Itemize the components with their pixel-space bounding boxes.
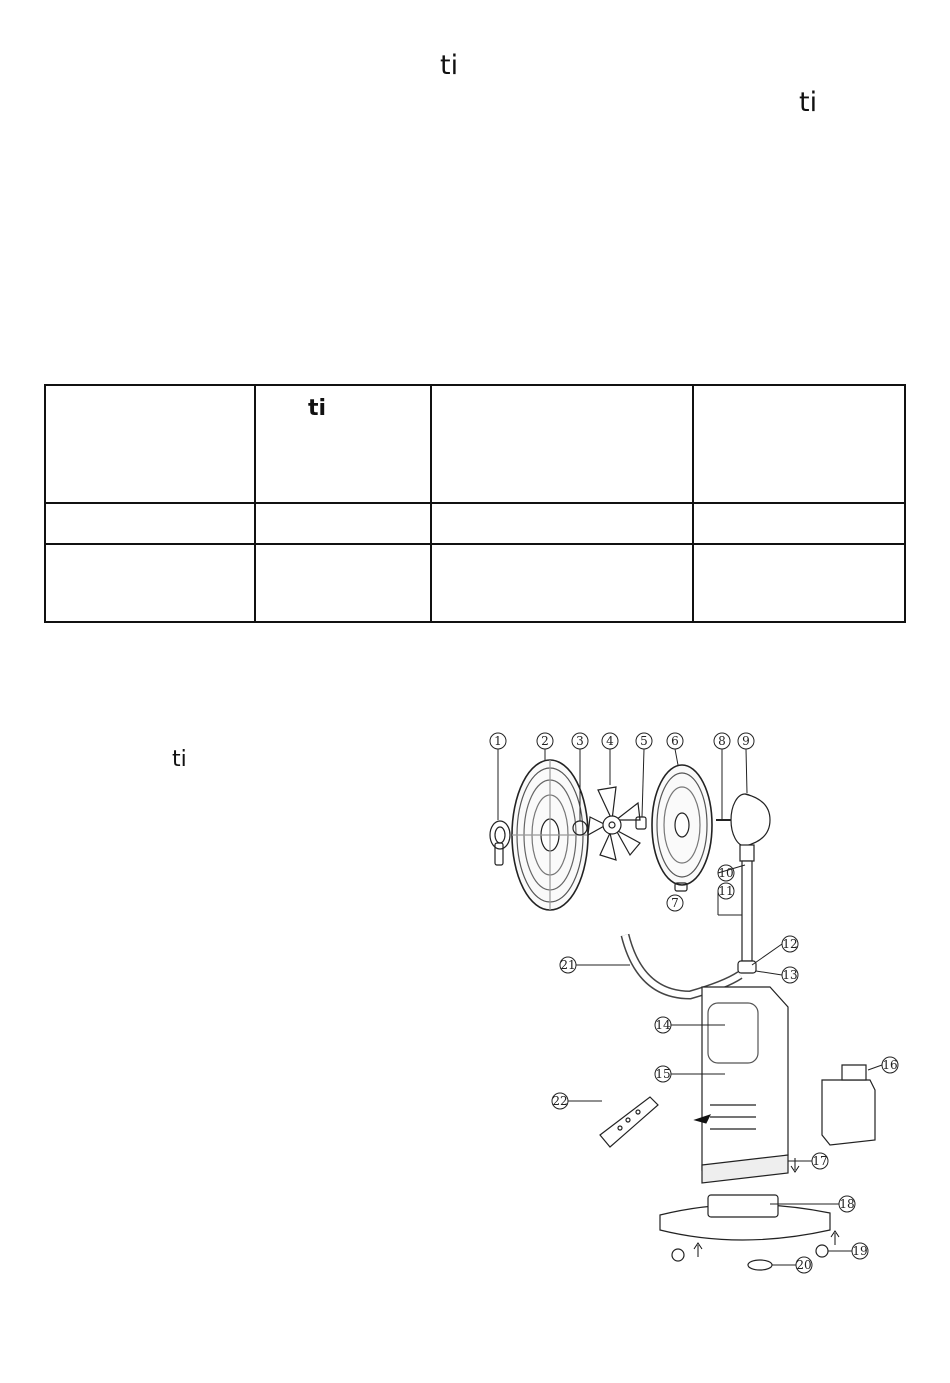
part-base-nut (748, 1260, 772, 1270)
part-fan-blade (588, 787, 640, 860)
part-number: 20 (796, 1258, 812, 1272)
part-number: 4 (606, 734, 614, 748)
part-number: 2 (541, 734, 549, 748)
part-number: 15 (655, 1067, 671, 1081)
arrow-up-icon (694, 1243, 702, 1257)
table-row (45, 544, 905, 622)
part-number: 13 (782, 968, 798, 982)
part-number: 6 (671, 734, 679, 748)
part-number: 7 (671, 896, 679, 910)
part-number: 16 (882, 1058, 898, 1072)
part-number: 11 (718, 884, 734, 898)
part-cooler-body (702, 987, 788, 1183)
part-number: 5 (640, 734, 648, 748)
part-rear-grille (652, 765, 712, 885)
table-cell (431, 503, 693, 544)
part-motor-housing (731, 794, 770, 861)
part-remote-control (600, 1097, 658, 1147)
part-number: 3 (576, 734, 584, 748)
part-number: 17 (812, 1154, 828, 1168)
part-upper-pole (742, 861, 752, 961)
part-number: 1 (494, 734, 502, 748)
part-water-tank (822, 1065, 875, 1145)
part-number: 22 (552, 1094, 568, 1108)
part-base (660, 1195, 830, 1240)
part-number: 21 (560, 958, 576, 972)
part-pole-clamp (738, 961, 756, 973)
table-cell (255, 544, 431, 622)
part-number: 18 (839, 1197, 855, 1211)
part-number: 8 (718, 734, 726, 748)
table-cell (431, 544, 693, 622)
arrow-up-icon (831, 1231, 839, 1245)
table-cell (431, 385, 693, 503)
table-cell-glyph: ti (308, 396, 327, 421)
exploded-parts-diagram (470, 725, 910, 1285)
part-grille-knob (490, 821, 510, 865)
table-cell (45, 503, 255, 544)
parts-section-glyph: ti (172, 747, 187, 772)
part-front-grille (512, 760, 588, 910)
table-row (45, 503, 905, 544)
table-cell (255, 503, 431, 544)
header-glyph-right: ti (799, 87, 818, 118)
arrow-down-icon (791, 1158, 799, 1172)
part-number: 12 (782, 937, 798, 951)
table-cell (693, 544, 905, 622)
table-cell (255, 385, 431, 503)
table-cell (45, 385, 255, 503)
part-number: 19 (852, 1244, 868, 1258)
table-cell (693, 385, 905, 503)
table-cell (45, 544, 255, 622)
part-number: 9 (742, 734, 750, 748)
header-glyph-left: ti (440, 50, 459, 81)
part-number: 10 (718, 866, 734, 880)
table-cell (693, 503, 905, 544)
specification-table (44, 384, 906, 623)
part-number: 14 (655, 1018, 671, 1032)
table-row (45, 385, 905, 503)
